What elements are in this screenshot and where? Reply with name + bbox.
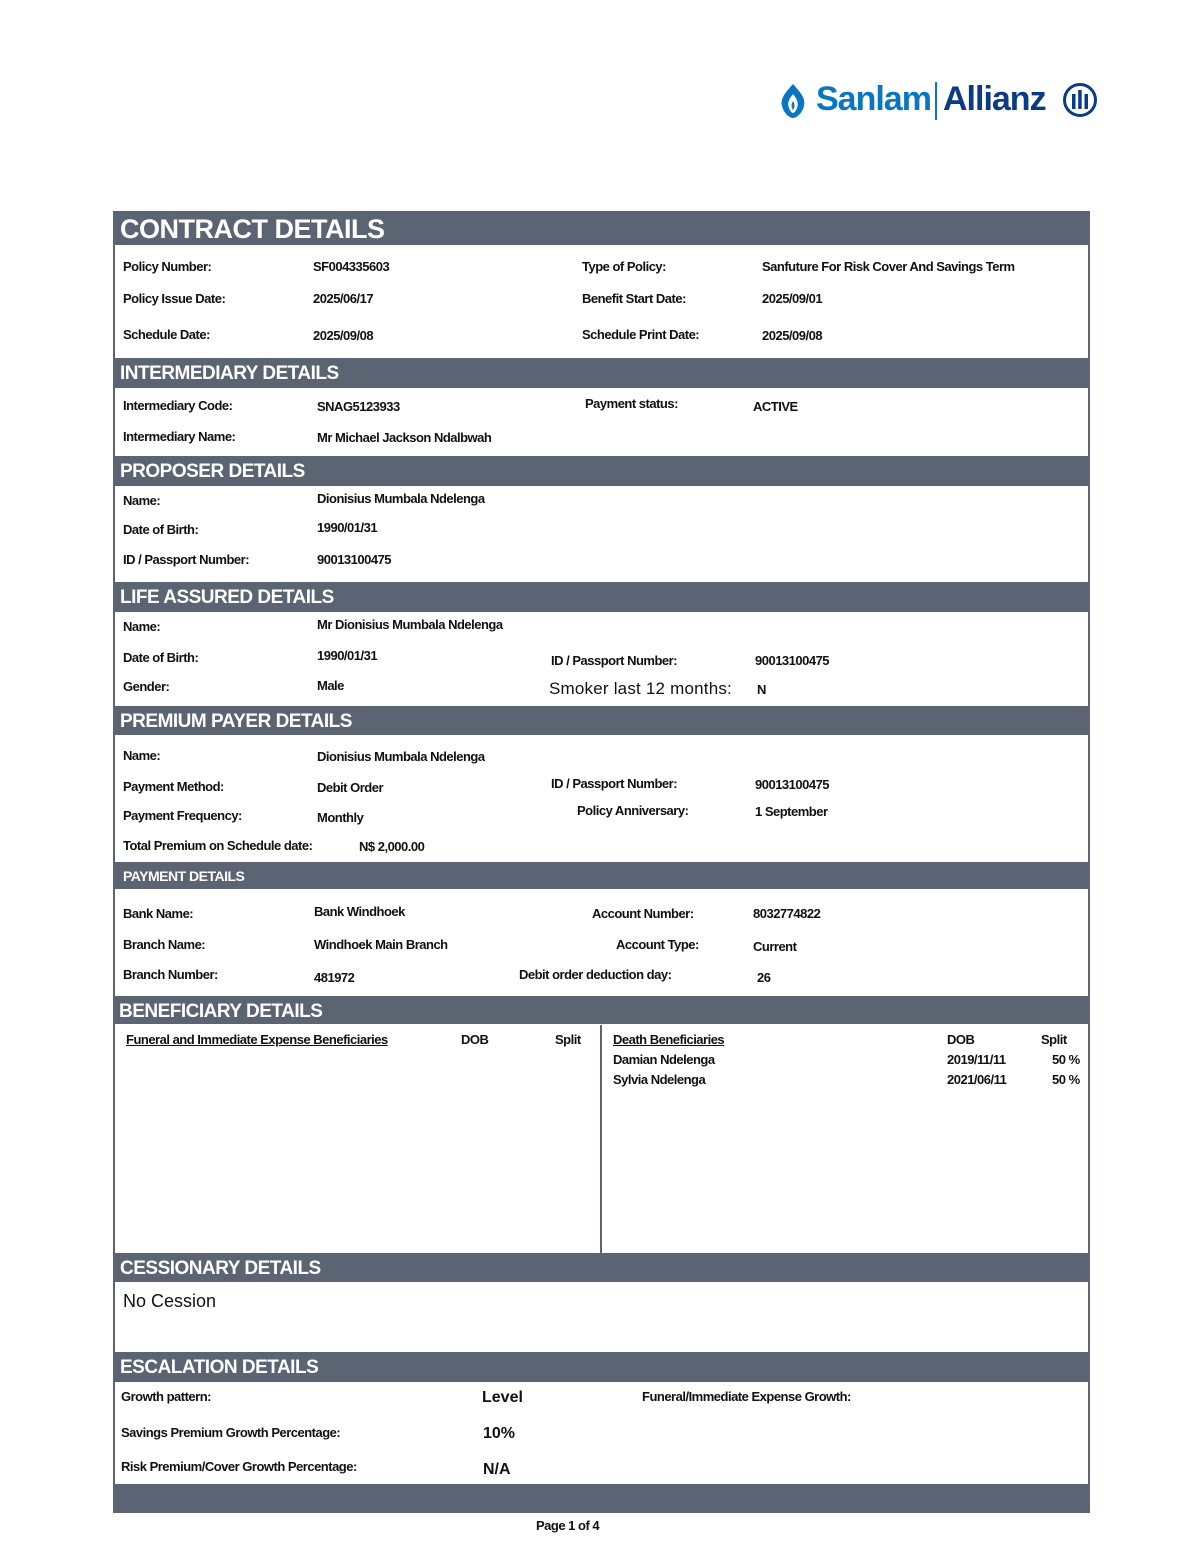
bank-name-label: Bank Name:: [123, 906, 194, 921]
growth-pattern-value: Level: [482, 1389, 523, 1406]
sanlam-flame-icon: [778, 82, 808, 120]
funeral-split-header: Split: [555, 1032, 581, 1047]
total-premium-label: Total Premium on Schedule date:: [123, 838, 313, 853]
smoker-label: Smoker last 12 months:: [549, 679, 732, 698]
payment-status-label: Payment status:: [585, 396, 678, 411]
policy-anniversary-label: Policy Anniversary:: [577, 803, 689, 818]
savings-growth-value: 10%: [483, 1425, 516, 1442]
death-beneficiary-name: Damian Ndelenga: [613, 1052, 715, 1067]
payment-details-header: PAYMENT DETAILS: [113, 862, 1090, 889]
branch-name-value: Windhoek Main Branch: [314, 937, 448, 952]
proposer-dob-label: Date of Birth:: [123, 522, 199, 537]
escalation-details-header: ESCALATION DETAILS: [113, 1352, 1090, 1382]
branch-number-label: Branch Number:: [123, 967, 218, 982]
death-beneficiary-split: 50 %: [1052, 1052, 1080, 1067]
account-number-value: 8032774822: [753, 906, 821, 921]
sanlam-wordmark: Sanlam: [816, 80, 931, 118]
page-number: Page 1 of 4: [536, 1518, 600, 1533]
payment-method-value: Debit Order: [317, 780, 384, 795]
death-split-header: Split: [1041, 1032, 1067, 1047]
issue-date-label: Policy Issue Date:: [123, 291, 226, 306]
life-assured-id-label: ID / Passport Number:: [551, 653, 678, 668]
life-assured-dob-value: 1990/01/31: [317, 648, 378, 663]
proposer-dob-value: 1990/01/31: [317, 520, 378, 535]
intermediary-name-label: Intermediary Name:: [123, 429, 236, 444]
policy-number-value: SF004335603: [313, 259, 390, 274]
death-beneficiary-name: Sylvia Ndelenga: [613, 1072, 706, 1087]
proposer-name-label: Name:: [123, 493, 161, 508]
print-date-value: 2025/09/08: [762, 328, 823, 343]
risk-growth-value: N/A: [483, 1461, 511, 1478]
account-number-label: Account Number:: [592, 906, 694, 921]
sanlam-allianz-logo: [778, 76, 1098, 124]
proposer-id-value: 90013100475: [317, 552, 392, 567]
branch-name-label: Branch Name:: [123, 937, 206, 952]
funeral-growth-label: Funeral/Immediate Expense Growth:: [642, 1389, 851, 1404]
gender-label: Gender:: [123, 679, 170, 694]
policy-type-value: Sanfuture For Risk Cover And Savings Term: [762, 259, 1015, 274]
payment-frequency-value: Monthly: [317, 810, 364, 825]
gender-value: Male: [317, 678, 344, 693]
schedule-date-value: 2025/09/08: [313, 328, 374, 343]
life-assured-dob-label: Date of Birth:: [123, 650, 199, 665]
schedule-date-label: Schedule Date:: [123, 327, 210, 342]
intermediary-code-label: Intermediary Code:: [123, 398, 233, 413]
life-assured-name-value: Mr Dionisius Mumbala Ndelenga: [317, 617, 503, 632]
cession-text: No Cession: [123, 1291, 217, 1311]
payer-id-label: ID / Passport Number:: [551, 776, 678, 791]
print-date-label: Schedule Print Date:: [582, 327, 700, 342]
policy-anniversary-value: 1 September: [755, 804, 828, 819]
death-dob-header: DOB: [947, 1032, 975, 1047]
death-beneficiary-dob: 2021/06/11: [947, 1072, 1007, 1087]
savings-growth-label: Savings Premium Growth Percentage:: [121, 1425, 341, 1440]
deduction-day-label: Debit order deduction day:: [519, 967, 672, 982]
payment-frequency-label: Payment Frequency:: [123, 808, 242, 823]
benefit-start-value: 2025/09/01: [762, 291, 823, 306]
cessionary-details-header: CESSIONARY DETAILS: [113, 1253, 1090, 1282]
death-beneficiary-dob: 2019/11/11: [947, 1052, 1006, 1067]
bottom-bar: [113, 1484, 1090, 1513]
proposer-details-header: PROPOSER DETAILS: [113, 456, 1090, 486]
allianz-wordmark: Allianz: [943, 80, 1046, 118]
intermediary-code-value: SNAG5123933: [317, 399, 400, 414]
policy-type-label: Type of Policy:: [582, 259, 666, 274]
intermediary-details-header: INTERMEDIARY DETAILS: [113, 358, 1090, 388]
allianz-eagle-icon: [1062, 82, 1098, 118]
beneficiary-details-header: BENEFICIARY DETAILS: [113, 996, 1090, 1024]
payer-name-value: Dionisius Mumbala Ndelenga: [317, 749, 485, 764]
life-assured-name-label: Name:: [123, 619, 161, 634]
benefit-start-label: Benefit Start Date:: [582, 291, 686, 306]
payer-name-label: Name:: [123, 748, 161, 763]
funeral-beneficiaries-header: Funeral and Immediate Expense Beneficiaries: [126, 1032, 388, 1047]
risk-growth-label: Risk Premium/Cover Growth Percentage:: [121, 1459, 357, 1474]
death-beneficiary-split: 50 %: [1052, 1072, 1080, 1087]
life-assured-id-value: 90013100475: [755, 653, 830, 668]
bank-name-value: Bank Windhoek: [314, 904, 405, 919]
account-type-label: Account Type:: [616, 937, 699, 952]
contract-details-header: CONTRACT DETAILS: [113, 211, 1090, 245]
funeral-dob-header: DOB: [461, 1032, 489, 1047]
proposer-name-value: Dionisius Mumbala Ndelenga: [317, 491, 485, 506]
issue-date-value: 2025/06/17: [313, 291, 374, 306]
proposer-id-label: ID / Passport Number:: [123, 552, 250, 567]
payment-status-value: ACTIVE: [753, 399, 798, 414]
policy-number-label: Policy Number:: [123, 259, 212, 274]
deduction-day-value: 26: [757, 970, 771, 985]
branch-number-value: 481972: [314, 970, 355, 985]
intermediary-name-value: Mr Michael Jackson Ndalbwah: [317, 430, 492, 445]
payment-method-label: Payment Method:: [123, 779, 224, 794]
life-assured-details-header: LIFE ASSURED DETAILS: [113, 582, 1090, 612]
payer-id-value: 90013100475: [755, 777, 830, 792]
death-beneficiaries-header: Death Beneficiaries: [613, 1032, 725, 1047]
growth-pattern-label: Growth pattern:: [121, 1389, 211, 1404]
premium-payer-details-header: PREMIUM PAYER DETAILS: [113, 706, 1090, 735]
logo-divider: [935, 82, 937, 120]
total-premium-value: N$ 2,000.00: [359, 839, 425, 854]
beneficiary-column-divider: [600, 1025, 602, 1253]
smoker-value: N: [757, 682, 766, 697]
account-type-value: Current: [753, 939, 797, 954]
